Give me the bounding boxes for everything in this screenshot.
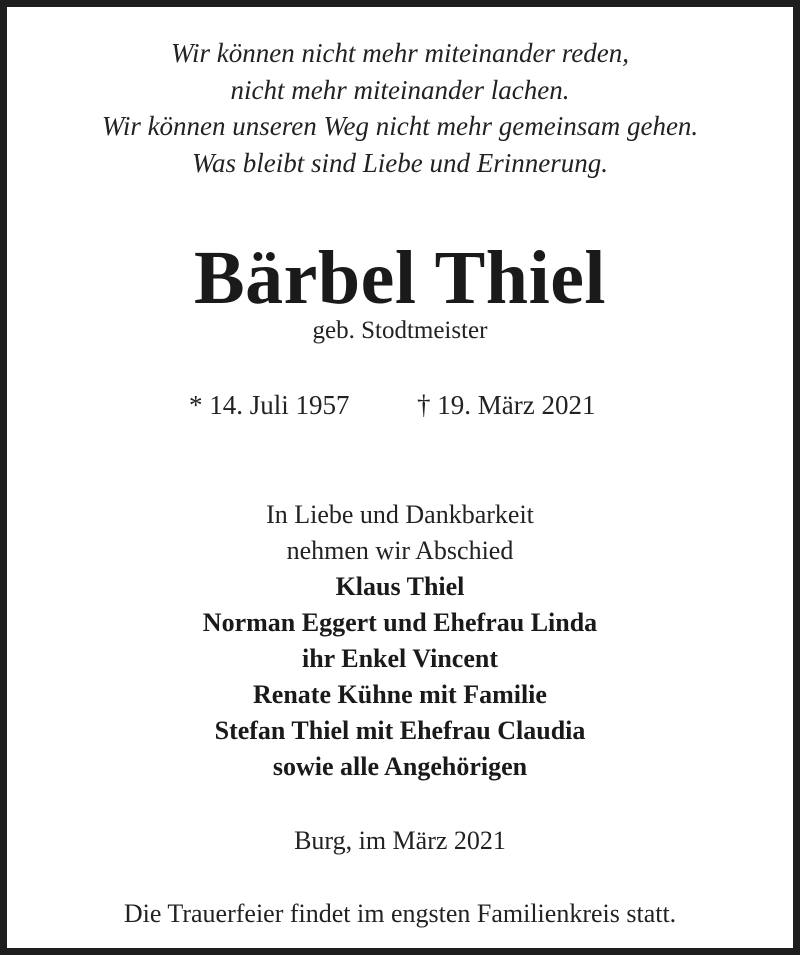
poem-line: Was bleibt sind Liebe und Erinnerung. (192, 147, 608, 178)
poem-line: Wir können unseren Weg nicht mehr gemeinsam gehen. (101, 111, 699, 141)
mourner-name: Norman Eggert und Ehefrau Linda (202, 608, 598, 637)
mourner-name: Klaus Thiel (335, 572, 465, 601)
memorial-poem (7, 35, 793, 181)
intro-line: nehmen wir Abschied (286, 536, 514, 565)
mourner-name: ihr Enkel Vincent (301, 644, 498, 673)
deceased-name: Bärbel Thiel (193, 236, 607, 320)
death-date: † 19. März 2021 (417, 390, 596, 420)
mourner-name: Stefan Thiel mit Ehefrau Claudia (214, 716, 586, 745)
poem-line: nicht mehr miteinander lachen. (230, 74, 570, 105)
place-date: Burg, im März 2021 (294, 826, 506, 855)
poem-line: Wir können nicht mehr miteinander reden, (171, 38, 629, 68)
mourner-name: sowie alle Angehörigen (272, 752, 528, 781)
intro-line: In Liebe und Dankbarkeit (266, 500, 534, 529)
birth-name: geb. Stodtmeister (312, 317, 488, 344)
mourners-block (7, 497, 793, 785)
mourner-name: Renate Kühne mit Familie (253, 680, 547, 709)
mourners-intro (7, 497, 793, 569)
birth-date: * 14. Juli 1957 (189, 390, 350, 420)
mourners-names (7, 569, 793, 785)
funeral-note: Die Trauerfeier findet im engsten Familienkreis statt. (123, 899, 677, 928)
